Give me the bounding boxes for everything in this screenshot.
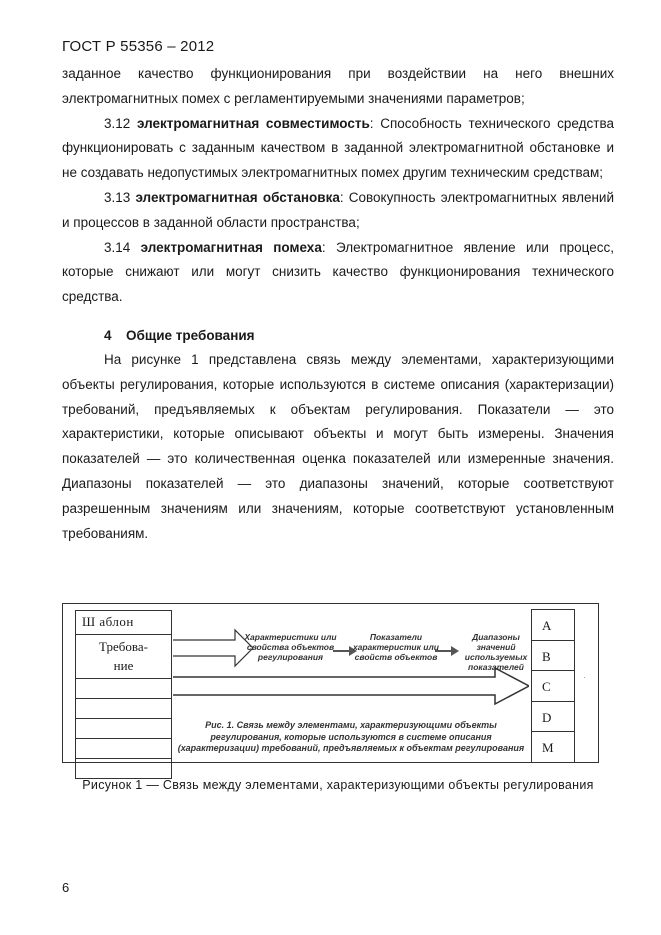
class-a: A (532, 610, 574, 641)
clause-number: 3.13 (104, 189, 131, 205)
class-d: D (532, 702, 574, 733)
template-column (75, 610, 172, 779)
left-cell-empty (76, 699, 171, 719)
paragraph-3-12 (62, 112, 614, 186)
term: электромагнитная помеха (140, 239, 322, 255)
label-indicators: Показатели характеристик или свойств объектов (353, 632, 439, 662)
page-number: 6 (62, 880, 70, 895)
paragraph-3-14 (62, 236, 614, 310)
continued-paragraph: заданное качество функционирования при воздействии на него внешних электромагнитных помех с регламентируемыми значениями параметров; (62, 66, 614, 106)
inner-caption: Рис. 1. Связь между элементами, характеризующими объекты регулирования, которые используются в системе описания (характеризации) требований, предъявляемых к объектам регулирования (177, 720, 525, 753)
definition: : Электромагнитное явление или процесс, которые снижают или могут снизить качество функционирования технического средства. (62, 239, 615, 305)
left-cell-empty (76, 739, 171, 759)
left-cell-requirement: Требова- ние (76, 635, 171, 679)
body-text (62, 62, 614, 546)
clause-number: 3.12 (104, 115, 131, 131)
left-cell-empty (76, 679, 171, 699)
left-cell-empty (76, 719, 171, 739)
classes-column (531, 609, 575, 763)
label-ranges: Диапазоны значений используемых показателей (464, 632, 528, 672)
class-c: C (532, 671, 574, 702)
figure-1 (62, 603, 599, 763)
clause-number: 3.14 (104, 239, 131, 255)
term: электромагнитная обстановка (135, 189, 340, 205)
dot-mark: · (583, 672, 586, 682)
requirement-arrow (173, 630, 253, 666)
section-4-paragraph: На рисунке 1 представлена связь между элементами, характеризующими объекты регулирования, которые используются в системе описания (характеризации) требований, предъявляемых к объектам регулирования. Показатели — это характеристики, которые описывают объекты и могут быть измерены. Значения показателей — это количественная оценка показателей или измеренные значения. Диапазоны показателей — это диапазоны значений, которые соответствуют разрешенным значениям или значениям, которые соответствуют установленным требованиям. (62, 351, 614, 541)
diagram-image (173, 626, 529, 758)
class-b: B (532, 641, 574, 672)
document-header: ГОСТ Р 55356 – 2012 (62, 38, 215, 55)
left-cell-template: Ш аблон (76, 611, 171, 635)
figure-caption: Рисунок 1 — Связь между элементами, характеризующими объекты регулирования (82, 778, 594, 792)
definition: : Способность технического средства функционировать с заданным качеством в заданной электромагнитной обстановке и не создавать недопустимых электромагнитных помех другим техническим средствам; (62, 115, 614, 181)
left-cell-empty (76, 759, 171, 779)
paragraph-3-13 (62, 186, 614, 236)
long-arrow (173, 668, 529, 704)
label-characteristics: Характеристики или свойства объектов регулирования (244, 632, 337, 662)
section-title: Общие требования (126, 327, 255, 343)
section-heading (104, 324, 614, 348)
term: электромагнитная совместимость (136, 115, 370, 131)
section-number: 4 (104, 327, 112, 343)
definition: : Совокупность электромагнитных явлений и процессов в заданной области пространства; (62, 189, 614, 230)
class-m: M (532, 732, 574, 763)
